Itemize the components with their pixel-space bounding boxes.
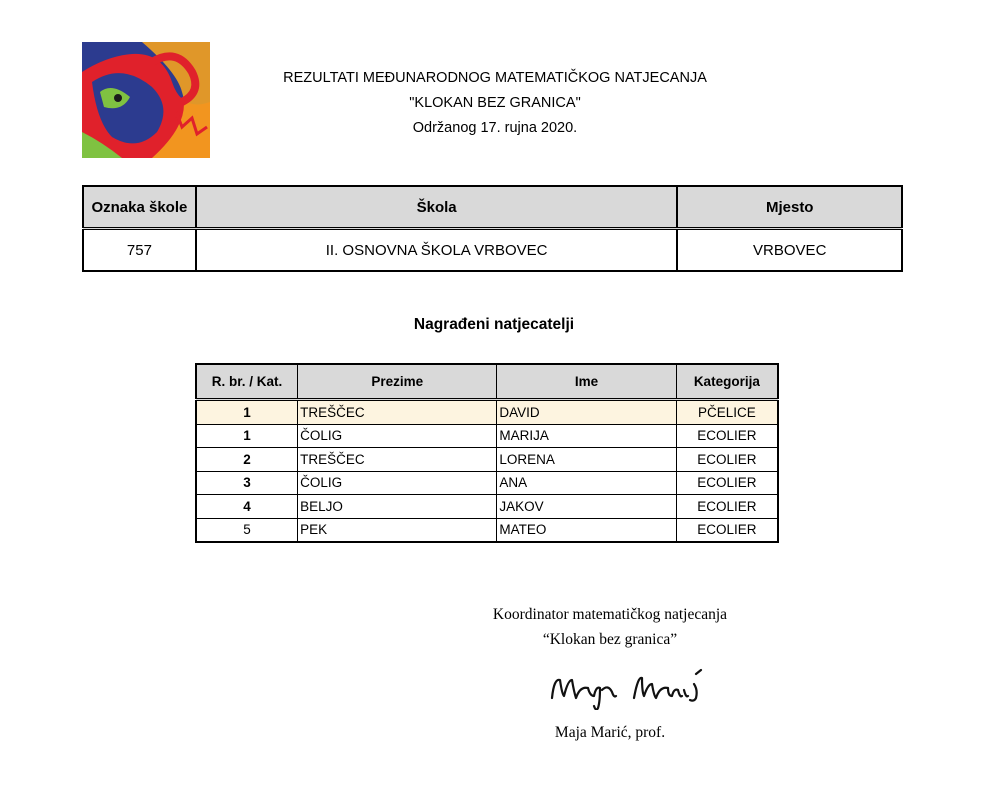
category-cell: PČELICE [676, 400, 778, 425]
firstname-cell: MATEO [497, 518, 676, 542]
table-row [196, 400, 778, 425]
handwritten-signature [546, 668, 706, 710]
table-row [196, 471, 778, 495]
table-row [196, 518, 778, 542]
rank-cell: 4 [196, 495, 298, 519]
table-row [196, 424, 778, 448]
firstname-cell: JAKOV [497, 495, 676, 519]
document-header [230, 66, 760, 141]
surname-cell: TREŠČEC [298, 448, 497, 472]
category-cell: ECOLIER [676, 518, 778, 542]
firstname-cell: DAVID [497, 400, 676, 425]
surname-cell: ČOLIG [298, 424, 497, 448]
header-date: Održanog 17. rujna 2020. [412, 120, 578, 136]
winners-title: Nagrađeni natjecatelji [413, 316, 575, 333]
school-code-header: Oznaka škole [83, 186, 196, 229]
firstname-cell: ANA [497, 471, 676, 495]
coordinator-competition: “Klokan bez granica” [542, 631, 678, 648]
coordinator-title: Koordinator matematičkog natjecanja [492, 606, 728, 623]
category-cell: ECOLIER [676, 471, 778, 495]
signatory-name: Maja Marić, prof. [554, 724, 666, 741]
coordinator-block [430, 602, 790, 652]
category-cell: ECOLIER [676, 495, 778, 519]
table-row [196, 495, 778, 519]
rank-cell: 3 [196, 471, 298, 495]
school-place-header: Mjesto [677, 186, 902, 229]
rank-cell: 1 [196, 400, 298, 425]
surname-cell: PEK [298, 518, 497, 542]
school-place: VRBOVEC [677, 229, 902, 272]
school-table [82, 185, 903, 272]
winners-table [195, 363, 779, 543]
firstname-cell: LORENA [497, 448, 676, 472]
rank-cell: 1 [196, 424, 298, 448]
category-header: Kategorija [676, 364, 778, 400]
school-code: 757 [83, 229, 196, 272]
klokan-logo [82, 42, 210, 158]
table-row [196, 448, 778, 472]
firstname-header: Ime [497, 364, 676, 400]
surname-cell: TREŠČEC [298, 400, 497, 425]
surname-header: Prezime [298, 364, 497, 400]
school-name-header: Škola [196, 186, 678, 229]
surname-cell: ČOLIG [298, 471, 497, 495]
rank-cell: 2 [196, 448, 298, 472]
header-competition: "KLOKAN BEZ GRANICA" [409, 95, 581, 111]
rank-cell: 5 [196, 518, 298, 542]
category-cell: ECOLIER [676, 448, 778, 472]
header-title: REZULTATI MEĐUNARODNOG MATEMATIČKOG NATJECANJA [283, 70, 707, 86]
school-name: II. OSNOVNA ŠKOLA VRBOVEC [196, 229, 678, 272]
surname-cell: BELJO [298, 495, 497, 519]
category-cell: ECOLIER [676, 424, 778, 448]
rank-header: R. br. / Kat. [196, 364, 298, 400]
firstname-cell: MARIJA [497, 424, 676, 448]
